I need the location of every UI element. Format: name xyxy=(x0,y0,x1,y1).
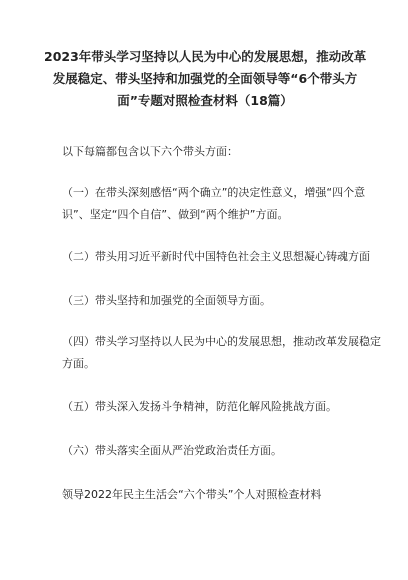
list-item-2 xyxy=(62,246,370,268)
list-item-line: （一）在带头深刻感悟“两个确立”的决定性意义，增强“四个意 xyxy=(62,186,366,199)
list-item-line: 识”、坚定“四个自信”、做到“两个维护”方面。 xyxy=(62,208,289,221)
title-line: 发展稳定、带头坚持和加强党的全面领导等“6个带头方 xyxy=(52,71,358,86)
document-title xyxy=(44,46,366,112)
intro-text: 以下每篇都包含以下六个带头方面： xyxy=(62,145,238,158)
title-line: 2023年带头学习坚持以人民为中心的发展思想，推动改革 xyxy=(44,49,367,64)
list-item-line: （五）带头深入发扬斗争精神，防范化解风险挑战方面。 xyxy=(62,400,337,413)
list-item-3 xyxy=(62,290,362,312)
list-item-line: 方面。 xyxy=(62,357,95,370)
list-item-4 xyxy=(62,331,381,375)
list-item-6 xyxy=(62,440,362,462)
list-item-line: （六）带头落实全面从严治党政治责任方面。 xyxy=(62,444,282,457)
title-line: 面”专题对照检查材料（18篇） xyxy=(117,93,293,108)
footer-text: 领导2022年民主生活会“六个带头”个人对照检查材料 xyxy=(62,488,322,501)
list-item-5 xyxy=(62,396,362,418)
list-item-line: （二）带头用习近平新时代中国特色社会主义思想凝心铸魂方面 xyxy=(62,250,370,263)
list-item-line: （三）带头坚持和加强党的全面领导方面。 xyxy=(62,294,271,307)
list-item-line: （四）带头学习坚持以人民为中心的发展思想，推动改革发展稳定 xyxy=(62,335,381,348)
list-item-1 xyxy=(62,182,366,226)
